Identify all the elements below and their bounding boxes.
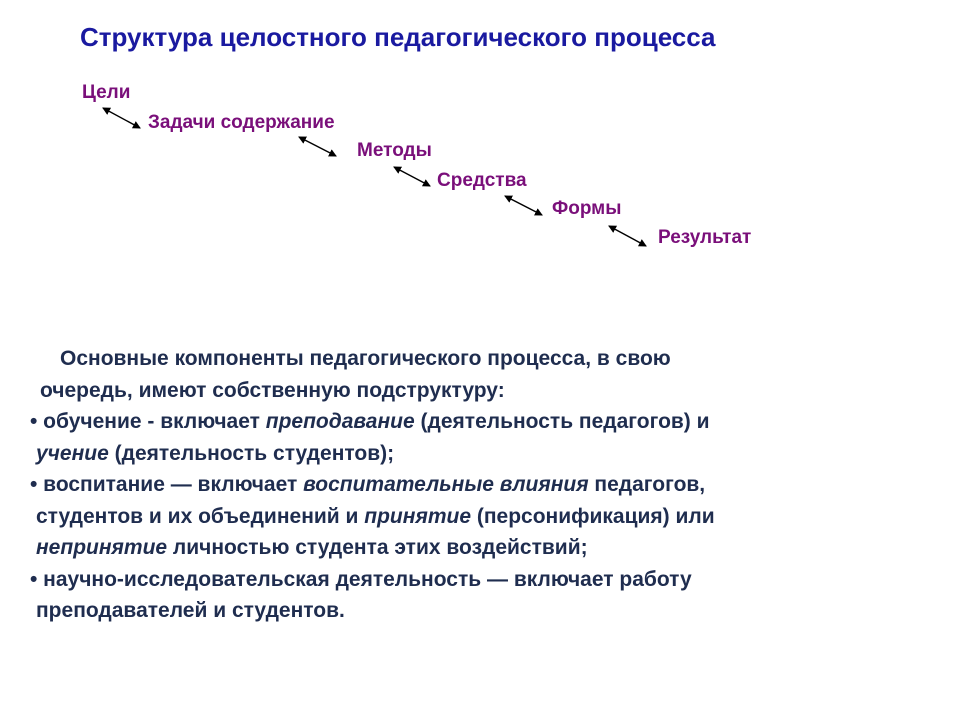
arrow-methods-means <box>394 167 430 186</box>
arrow-tasks-methods <box>299 137 336 156</box>
bullet-upbringing-line-3: непринятие личностью студента этих воздействий; <box>36 536 588 559</box>
arrow-means-forms <box>505 196 542 215</box>
bullet-learning-line-2: учение (деятельность студентов); <box>36 441 395 465</box>
bullet-research-line-2: преподавателей и студентов. <box>36 599 345 622</box>
step-forms: Формы <box>552 198 622 219</box>
step-means: Средства <box>437 170 527 191</box>
arrow-forms-result <box>609 226 646 246</box>
intro-line-1: Основные компоненты педагогического процесса, в свою <box>60 347 671 370</box>
bullet-research-line-1: • научно-исследовательская деятельность — включает работу <box>30 567 692 591</box>
bullet-upbringing-line-1: • воспитание — включает воспитательные влияния педагогов, <box>30 473 706 496</box>
step-goals: Цели <box>82 82 131 103</box>
bullet-upbringing-line-2: студентов и их объединений и принятие (персонификация) или <box>36 504 715 528</box>
intro-line-2: очередь, имеют собственную подструктуру: <box>40 378 505 402</box>
step-methods: Методы <box>357 140 432 161</box>
arrow-goals-tasks <box>103 108 140 128</box>
bullet-learning-line-1: • обучение - включает преподавание (деятельность педагогов) и <box>30 410 710 433</box>
step-result: Результат <box>658 227 752 248</box>
step-tasks-content: Задачи содержание <box>148 112 335 133</box>
slide-title: Структура целостного педагогического процесса <box>80 22 716 52</box>
body-text <box>30 343 930 627</box>
